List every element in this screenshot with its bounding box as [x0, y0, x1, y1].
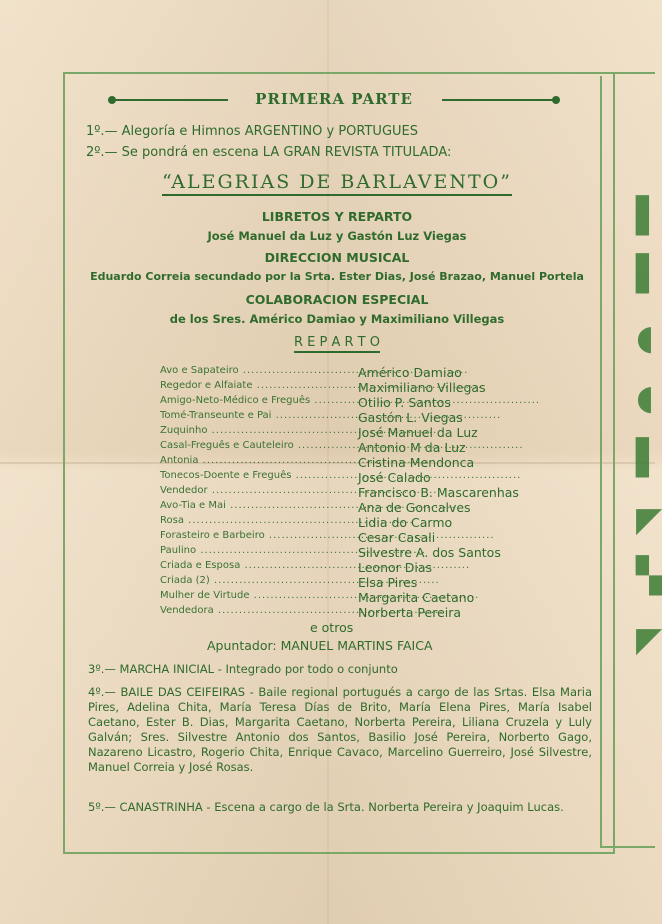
page-border-bottom-extension [600, 846, 655, 848]
apuntador: Apuntador: MANUEL MARTINS FAICA [207, 638, 433, 653]
libretos-names: José Manuel da Luz y Gastón Luz Viegas [207, 229, 467, 243]
cast-role: Amigo-Neto-Médico e Freguês ..... [160, 395, 350, 406]
cast-role: Criada e Esposa ..... [160, 560, 350, 571]
cast-role: Avo e Sapateiro ..... [160, 365, 350, 376]
cast-actor: Gastón L. Viegas [358, 410, 463, 425]
bleed-mark: ◤ [636, 500, 662, 540]
reparto-heading [63, 335, 611, 353]
cast-actor: Ana de Goncalves [358, 500, 471, 515]
revista-title-text: “ALEGRIAS DE BARLAVENTO” [162, 171, 512, 196]
bleed-mark: ▌ [636, 196, 662, 236]
colaboracion-names: de los Sres. Américo Damiao y Maximiliano Villegas [169, 312, 505, 326]
cast-actor: Lidia do Carmo [358, 515, 453, 530]
bleed-mark: ◖ [636, 318, 654, 358]
page-border-top-extension [600, 72, 655, 74]
cast-actor: Silvestre A. dos Santos [358, 545, 501, 560]
cast-role: Casal-Freguês e Cauteleiro ..... [160, 440, 350, 451]
bleed-mark: ▌ [636, 438, 662, 478]
cast-actor: Otilio P. Santos [358, 395, 451, 410]
cast-role: Tomé-Transeunte e Pai ..... [160, 410, 350, 421]
bleed-mark: ▌ [636, 254, 662, 294]
reparto-heading-text: R E P A R T O [294, 335, 380, 353]
program-item-5: 5º.— CANASTRINHA - Escena a cargo de la Srta. Norberta Pereira y Joaquim Lucas. [88, 800, 564, 814]
colaboracion-heading: COLABORACION ESPECIAL [245, 292, 429, 307]
cast-actor: Américo Damiao [358, 365, 462, 380]
page-title: PRIMERA PARTE [255, 90, 413, 108]
cast-actor: Norberta Pereira [358, 605, 462, 620]
direccion-heading: DIRECCION MUSICAL [264, 250, 410, 265]
cast-actor: Francisco B. Mascarenhas [358, 485, 519, 500]
header-right-dot-icon [552, 96, 560, 104]
cast-role: Zuquinho ..... [160, 425, 350, 436]
cast-role: Paulino ..... [160, 545, 350, 556]
bleed-mark: ◖ [636, 378, 654, 418]
cast-actor: Leonor Dias [358, 560, 433, 575]
cast-role: Regedor e Alfaiate ..... [160, 380, 350, 391]
cast-actor: Elsa Pires [358, 575, 418, 590]
cast-role: Criada (2) ..... [160, 575, 350, 586]
cast-role: Vendedor ..... [160, 485, 350, 496]
cast-role: Vendedora ..... [160, 605, 350, 616]
program-item-4: 4º.— BAILE DAS CEIFEIRAS - Baile regional portugués a cargo de las Srtas. Elsa Maria Pires, Adelina Chita, María Teresa Días de Brito, María Elena Pires, María Isabel Caetano, Ester B. Dias, Margarita Caetano, Norberta Pereira, Liliana Cruzela y Luly Galván; Sres. Silvestre Antonio dos Santos, Basilio José Pereira, Norberto Gago, Nazareno Licastro, Rogerio Chita, Enrique Cavaco, Marcelino Guerreiro, José Silvestre, Manuel Correia y José Rosas. [88, 685, 592, 774]
e-otros: e otros [310, 620, 354, 635]
cast-role: Mulher de Virtude ..... [160, 590, 350, 601]
bleed-mark: ▚ [636, 556, 662, 596]
program-item-1: 1º.— Alegoría e Himnos ARGENTINO y PORTUGUES [86, 124, 419, 139]
bleed-mark: ◤ [636, 620, 662, 660]
cast-role: Tonecos-Doente e Freguês ..... [160, 470, 350, 481]
cast-actor: Antonio M da Luz [358, 440, 466, 455]
cast-actor: José Calado [358, 470, 431, 485]
cast-actor: José Manuel da Luz [358, 425, 478, 440]
cast-role: Avo-Tia e Mai ..... [160, 500, 350, 511]
cast-actor: Margarita Caetano [358, 590, 475, 605]
libretos-heading: LIBRETOS Y REPARTO [261, 209, 413, 224]
cast-role: Forasteiro e Barbeiro ..... [160, 530, 350, 541]
cast-actor: Maximiliano Villegas [358, 380, 486, 395]
cast-actor: Cristina Mendonca [358, 455, 475, 470]
cast-actor: Cesar Casali [358, 530, 436, 545]
program-item-3: 3º.— MARCHA INICIAL - Integrado por todo o conjunto [88, 662, 398, 676]
cast-role: Rosa ..... [160, 515, 350, 526]
header-right-rule [442, 99, 556, 101]
revista-title [63, 171, 611, 196]
program-item-2: 2º.— Se pondrá en escena LA GRAN REVISTA TITULADA: [86, 145, 452, 160]
section-header [108, 88, 560, 112]
direccion-names: Eduardo Correia secundado por la Srta. Ester Dias, José Brazao, Manuel Portela [90, 270, 584, 283]
cast-role: Antonia ..... [160, 455, 350, 466]
